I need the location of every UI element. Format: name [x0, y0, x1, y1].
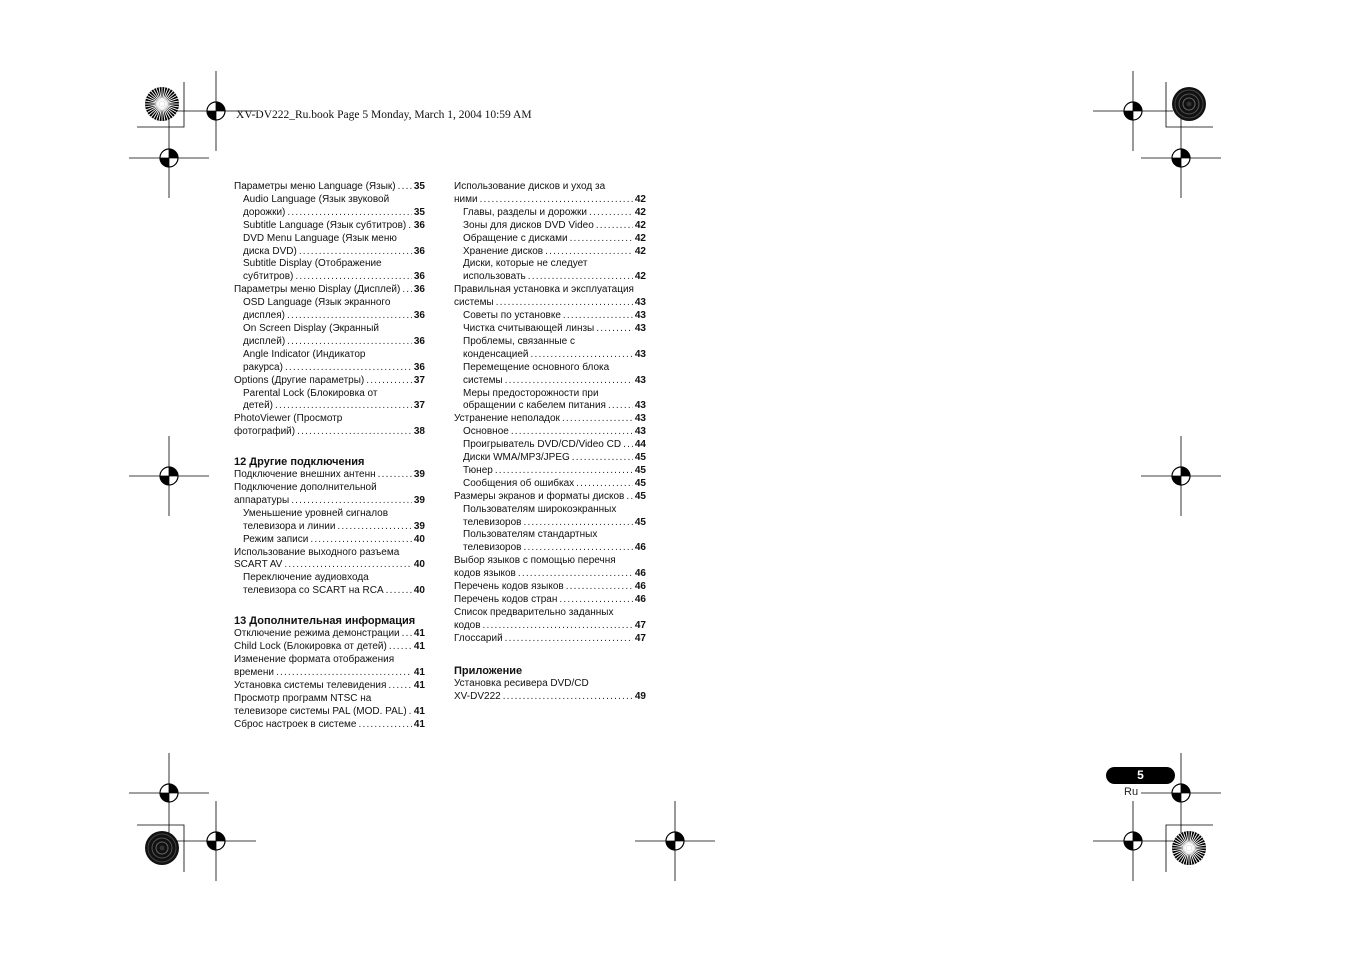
toc-entry-title: Subtitle Display (Отображение	[243, 258, 382, 270]
registration-mark-icon	[176, 801, 256, 881]
dot-leader	[623, 439, 633, 452]
toc-page-number: 43	[634, 322, 646, 334]
toc-entry	[454, 181, 646, 194]
toc-entry	[454, 400, 646, 413]
toc-entry-title: Angle Indicator (Индикатор	[243, 348, 366, 360]
toc-entry	[454, 555, 646, 568]
toc-entry-title: Перечень кодов языков	[454, 581, 564, 593]
toc-entry-title: телевизоре системы PAL (MOD. PAL)	[234, 705, 407, 717]
toc-entry-title: конденсацией	[463, 348, 529, 360]
toc-page-number: 45	[634, 452, 646, 464]
dot-leader	[596, 323, 633, 336]
toc-entry-title: Чистка считывающей линзы	[463, 322, 595, 334]
toc-entry-title: Глоссарий	[454, 632, 503, 644]
toc-entry	[234, 362, 425, 375]
toc-entry	[454, 349, 646, 362]
toc-entry	[454, 620, 646, 633]
toc-group	[454, 181, 646, 646]
dark-disc-top-right-icon	[1172, 87, 1206, 121]
toc-page-number: 45	[634, 477, 646, 489]
toc-entry	[454, 517, 646, 530]
toc-entry-title: Основное	[463, 426, 509, 438]
toc-page-number: 49	[634, 690, 646, 702]
dot-leader	[398, 181, 412, 194]
dot-leader	[402, 628, 412, 641]
dot-leader	[275, 400, 412, 413]
dot-leader	[566, 581, 633, 594]
toc-entry-title: Перемещение основного блока	[463, 361, 610, 373]
toc-entry-title: Проигрыватель DVD/CD/Video CD	[463, 439, 622, 451]
toc-entry	[454, 504, 646, 517]
dot-leader	[589, 207, 633, 220]
toc-group	[454, 678, 646, 704]
toc-page-number: 43	[634, 374, 646, 386]
registration-mark-icon	[635, 801, 715, 881]
dot-leader	[408, 220, 412, 233]
toc-entry-title: XV-DV222	[454, 690, 501, 702]
toc-page-number: 46	[634, 568, 646, 580]
toc-entry-title: Сообщения об ошибках	[463, 477, 575, 489]
toc-entry	[234, 654, 425, 667]
toc-page-number: 36	[413, 335, 425, 347]
toc-entry	[234, 585, 425, 598]
toc-entry	[454, 323, 646, 336]
dot-leader	[389, 641, 412, 654]
toc-entry-title: Использование выходного разъема	[234, 546, 400, 558]
toc-column-right	[454, 181, 646, 703]
toc-entry	[234, 284, 425, 297]
toc-page-number: 36	[413, 361, 425, 373]
toc-entry	[454, 478, 646, 491]
toc-entry	[234, 426, 425, 439]
dot-leader	[572, 452, 633, 465]
toc-page-number: 42	[634, 206, 646, 218]
dot-leader	[570, 233, 633, 246]
toc-page-number: 42	[634, 193, 646, 205]
toc-page-number: 39	[413, 469, 425, 481]
toc-entry-title: Пользователям стандартных	[463, 529, 598, 541]
toc-group	[234, 628, 425, 731]
dot-leader	[562, 413, 633, 426]
toc-entry	[454, 413, 646, 426]
toc-entry	[234, 194, 425, 207]
toc-entry-title: Диски WMA/MP3/JPEG	[463, 452, 570, 464]
dot-leader	[386, 585, 412, 598]
toc-entry	[454, 220, 646, 233]
toc-page-number: 45	[634, 516, 646, 528]
toc-group	[234, 181, 425, 439]
toc-entry-title: PhotoViewer (Просмотр	[234, 413, 343, 425]
toc-page-number: 43	[634, 310, 646, 322]
toc-entry-title: фотографий)	[234, 426, 296, 438]
dot-leader	[409, 706, 412, 719]
toc-entry-title: телевизора и линии	[243, 520, 336, 532]
toc-entry-title: детей)	[243, 400, 274, 412]
toc-page-number: 36	[413, 284, 425, 296]
registration-mark-icon	[1093, 801, 1173, 881]
toc-page-number: 39	[413, 494, 425, 506]
registration-mark-icon	[1141, 753, 1221, 833]
toc-entry	[454, 581, 646, 594]
toc-entry	[454, 207, 646, 220]
toc-page-number: 43	[634, 426, 646, 438]
toc-entry	[234, 323, 425, 336]
toc-entry	[454, 491, 646, 504]
toc-page-number: 41	[413, 666, 425, 678]
toc-entry	[234, 641, 425, 654]
dot-leader	[576, 478, 633, 491]
toc-page-number: 43	[634, 400, 646, 412]
toc-entry	[234, 220, 425, 233]
dot-leader	[528, 271, 633, 284]
toc-entry	[454, 375, 646, 388]
toc-entry-title: Режим записи	[243, 533, 309, 545]
toc-entry-title: дорожки)	[243, 206, 286, 218]
dot-leader	[388, 680, 411, 693]
toc-entry	[234, 469, 425, 482]
toc-entry-title: дисплея)	[243, 310, 285, 322]
toc-page-number: 35	[413, 181, 425, 192]
toc-entry-title: Хранение дисков	[463, 245, 544, 257]
sunburst-bottom-right-icon	[1172, 831, 1206, 865]
toc-entry	[454, 426, 646, 439]
toc-page-number: 43	[634, 413, 646, 425]
toc-entry	[234, 667, 425, 680]
toc-entry-title: Проблемы, связанные с	[463, 335, 575, 347]
toc-entry-title: Subtitle Language (Язык субтитров)	[243, 219, 407, 231]
toc-entry-title: субтитров)	[243, 271, 294, 283]
registration-mark-icon	[129, 118, 209, 198]
toc-page-number: 47	[634, 632, 646, 644]
toc-entry-title: Тюнер	[463, 464, 493, 476]
toc-entry	[234, 336, 425, 349]
toc-group	[234, 469, 425, 598]
dot-leader	[291, 495, 412, 508]
toc-page-number: 42	[634, 219, 646, 231]
toc-entry-title: Audio Language (Язык звуковой	[243, 193, 390, 205]
dot-leader	[480, 194, 633, 207]
dot-leader	[276, 667, 412, 680]
registration-mark-icon	[129, 436, 209, 516]
toc-entry-title: Правильная установка и эксплуатация	[454, 284, 634, 296]
dot-leader	[626, 491, 633, 504]
dot-leader	[511, 426, 633, 439]
dot-leader	[483, 620, 633, 633]
toc-entry	[234, 246, 425, 259]
toc-entry	[454, 594, 646, 607]
toc-entry	[454, 465, 646, 478]
toc-page-number: 41	[413, 641, 425, 653]
toc-entry-title: Главы, разделы и дорожки	[463, 206, 587, 218]
toc-entry-title: Установка системы телевидения	[234, 679, 387, 691]
toc-entry-title: ракурса)	[243, 361, 283, 373]
toc-entry	[454, 194, 646, 207]
toc-entry	[234, 508, 425, 521]
toc-entry	[454, 233, 646, 246]
dot-leader	[337, 521, 411, 534]
toc-entry	[454, 246, 646, 259]
toc-entry	[454, 297, 646, 310]
toc-entry-title: времени	[234, 666, 274, 678]
registration-mark-icon	[1141, 436, 1221, 516]
toc-entry	[234, 310, 425, 323]
toc-entry	[454, 452, 646, 465]
toc-entry	[234, 547, 425, 560]
toc-entry-title: Обращение с дисками	[463, 232, 568, 244]
toc-entry	[454, 691, 646, 704]
toc-page-number: 43	[634, 348, 646, 360]
dot-leader	[518, 568, 633, 581]
registration-mark-icon	[1141, 118, 1221, 198]
toc-page-number: 41	[413, 628, 425, 640]
toc-page-number: 36	[413, 245, 425, 257]
toc-entry-title: использовать	[463, 271, 526, 283]
dot-leader	[505, 375, 633, 388]
toc-entry	[454, 439, 646, 452]
registration-mark-icon	[129, 753, 209, 833]
sunburst-top-left-icon	[145, 87, 179, 121]
toc-entry	[454, 678, 646, 691]
dot-leader	[503, 691, 633, 704]
toc-page-number: 41	[413, 705, 425, 717]
toc-entry-title: Подключение дополнительной	[234, 482, 377, 494]
toc-entry	[234, 375, 425, 388]
toc-entry	[454, 310, 646, 323]
dot-leader	[295, 271, 412, 284]
dot-leader	[378, 469, 412, 482]
toc-page-number: 42	[634, 232, 646, 244]
toc-page-number: 37	[413, 400, 425, 412]
toc-entry-title: системы	[463, 374, 503, 386]
toc-entry-title: Советы по установке	[463, 310, 561, 322]
toc-entry-title: DVD Menu Language (Язык меню	[243, 232, 397, 244]
toc-entry-title: телевизоров	[463, 542, 522, 554]
toc-entry-title: Параметры меню Display (Дисплей)	[234, 284, 401, 296]
toc-entry	[454, 633, 646, 646]
section-heading-12: 12 Другие подключения	[234, 456, 365, 469]
toc-entry	[454, 568, 646, 581]
dot-leader	[505, 633, 633, 646]
toc-entry-title: Options (Другие параметры)	[234, 374, 365, 386]
toc-page-number: 38	[413, 426, 425, 438]
toc-entry-title: Child Lock (Блокировка от детей)	[234, 641, 387, 653]
section-heading-13: 13 Дополнительная информация	[234, 615, 416, 628]
toc-entry	[454, 336, 646, 349]
toc-entry-title: Пользователям широкоэкранных	[463, 503, 617, 515]
dot-leader	[299, 246, 412, 259]
toc-entry-title: Выбор языков с помощью перечня	[454, 555, 616, 567]
toc-entry-title: Уменьшение уровней сигналов	[243, 507, 389, 519]
toc-entry	[234, 388, 425, 401]
toc-entry	[454, 258, 646, 271]
toc-entry-title: Изменение формата отображения	[234, 654, 395, 665]
toc-page-number: 36	[413, 271, 425, 283]
dot-leader	[310, 534, 412, 547]
toc-column-left	[234, 181, 425, 731]
toc-entry-title: обращении с кабелем питания	[463, 400, 606, 412]
toc-entry	[454, 362, 646, 375]
toc-entry	[454, 388, 646, 401]
toc-entry-title: Перечень кодов стран	[454, 594, 558, 605]
toc-entry-title: системы	[454, 297, 494, 309]
toc-entry-title: Установка ресивера DVD/CD	[454, 677, 589, 689]
toc-entry	[234, 495, 425, 508]
toc-entry-title: дисплей)	[243, 335, 286, 347]
toc-entry	[234, 400, 425, 413]
toc-entry	[234, 572, 425, 585]
dot-leader	[359, 719, 412, 732]
toc-entry-title: OSD Language (Язык экранного	[243, 297, 391, 309]
toc-page-number: 40	[413, 559, 425, 571]
toc-entry-title: Список предварительно заданных	[454, 606, 614, 618]
toc-entry	[454, 271, 646, 284]
dark-disc-bottom-left-icon	[145, 831, 179, 865]
toc-entry	[234, 693, 425, 706]
toc-entry-title: Просмотр программ NTSC на	[234, 692, 372, 704]
dot-leader	[496, 297, 633, 310]
toc-entry-title: кодов языков	[454, 568, 516, 580]
toc-entry	[454, 607, 646, 620]
toc-page-number: 46	[634, 581, 646, 593]
toc-page-number: 41	[413, 679, 425, 691]
toc-page-number: 36	[413, 219, 425, 231]
toc-entry-title: Зоны для дисков DVD Video	[463, 219, 594, 231]
print-header: XV-DV222_Ru.book Page 5 Monday, March 1, 2004 10:59 AM	[236, 109, 532, 121]
dot-leader	[523, 517, 632, 530]
toc-page-number: 47	[634, 619, 646, 631]
toc-entry-title: On Screen Display (Экранный	[243, 322, 379, 334]
dot-leader	[608, 400, 633, 413]
toc-entry-title: телевизоров	[463, 516, 522, 528]
toc-entry	[234, 413, 425, 426]
dot-leader	[545, 246, 633, 259]
dot-leader	[366, 375, 412, 388]
toc-entry	[234, 680, 425, 693]
toc-page-number: 35	[413, 206, 425, 218]
toc-page-number: 45	[634, 490, 646, 502]
toc-entry-title: Параметры меню Language (Язык)	[234, 181, 396, 192]
toc-entry-title: Использование дисков и уход за	[454, 181, 606, 192]
toc-entry	[234, 271, 425, 284]
toc-entry	[234, 258, 425, 271]
dot-leader	[563, 310, 633, 323]
toc-entry	[234, 482, 425, 495]
dot-leader	[287, 310, 412, 323]
toc-page-number: 42	[634, 245, 646, 257]
toc-entry-title: Сброс настроек в системе	[234, 718, 357, 730]
toc-entry	[234, 521, 425, 534]
toc-entry	[454, 529, 646, 542]
section-heading-appendix: Приложение	[454, 664, 523, 677]
dot-leader	[402, 284, 412, 297]
toc-entry-title: ними	[454, 193, 478, 205]
toc-page-number: 40	[413, 533, 425, 545]
toc-page-number: 42	[634, 271, 646, 283]
dot-leader	[559, 594, 633, 607]
toc-entry-title: Размеры экранов и форматы дисков	[454, 490, 625, 502]
toc-entry	[234, 207, 425, 220]
toc-entry	[234, 719, 425, 732]
dot-leader	[297, 426, 412, 439]
toc-page-number: 46	[634, 594, 646, 605]
toc-entry-title: Переключение аудиовхода	[243, 572, 369, 584]
toc-entry-title: Parental Lock (Блокировка от	[243, 387, 378, 399]
toc-page-number: 37	[413, 374, 425, 386]
toc-entry-title: Устранение неполадок	[454, 413, 560, 425]
toc-page-number: 36	[413, 310, 425, 322]
toc-entry	[234, 534, 425, 547]
dot-leader	[284, 559, 412, 572]
toc-entry	[234, 628, 425, 641]
dot-leader	[287, 207, 411, 220]
toc-page-number: 43	[634, 297, 646, 309]
toc-page-number: 45	[634, 464, 646, 476]
toc-entry-title: Диски, которые не следует	[463, 258, 588, 270]
toc-entry	[234, 233, 425, 246]
toc-entry	[234, 349, 425, 362]
toc-entry	[234, 297, 425, 310]
toc-entry-title: кодов	[454, 619, 481, 631]
toc-page-number: 44	[634, 439, 646, 451]
toc-entry-title: SCART AV	[234, 559, 283, 571]
dot-leader	[287, 336, 412, 349]
dot-leader	[523, 542, 632, 555]
toc-entry	[234, 559, 425, 572]
toc-entry	[234, 181, 425, 194]
toc-entry	[234, 706, 425, 719]
toc-entry	[454, 284, 646, 297]
dot-leader	[596, 220, 633, 233]
toc-entry-title: Меры предосторожности при	[463, 387, 599, 399]
dot-leader	[285, 362, 412, 375]
toc-entry	[454, 542, 646, 555]
dot-leader	[531, 349, 633, 362]
toc-page-number: 41	[413, 718, 425, 730]
toc-page-number: 46	[634, 542, 646, 554]
toc-entry-title: телевизора со SCART на RCA	[243, 585, 384, 597]
toc-page-number: 39	[413, 520, 425, 532]
registration-mark-icon	[1093, 71, 1173, 151]
toc-entry-title: диска DVD)	[243, 245, 297, 257]
language-code: Ru	[1124, 786, 1139, 798]
toc-entry-title: Подключение внешних антенн	[234, 469, 376, 481]
dot-leader	[495, 465, 633, 478]
toc-entry-title: Отключение режима демонстрации	[234, 628, 400, 640]
toc-page-number: 40	[413, 585, 425, 597]
page-number-badge: 5	[1106, 767, 1175, 784]
toc-entry-title: аппаратуры	[234, 494, 290, 506]
